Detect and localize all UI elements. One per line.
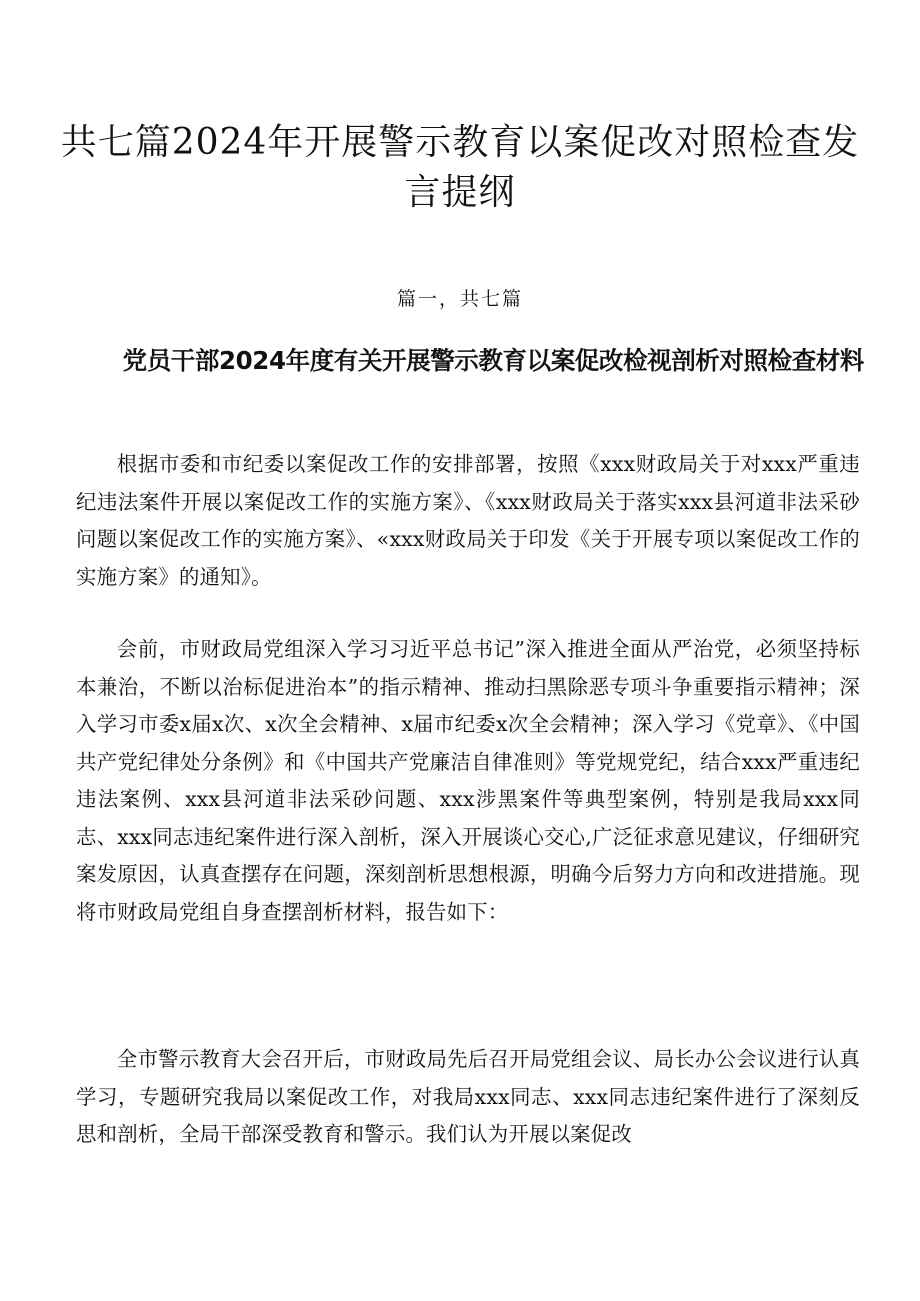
section-label: 篇一，共七篇 [396, 288, 523, 310]
body-paragraph-3: 全市警示教育大会召开后，市财政局先后召开局党组会议、局长办公会议进行认真学习，专题研究我局以案促改工作，对我局xxx同志、xxx同志违纪案件进行了深刻反思和剖析，全局干部深受教育和警示。我们认为开展以案促改 [76, 1047, 860, 1146]
body-paragraph-1: 根据市委和市纪委以案促改工作的安排部署，按照《xxx财政局关于对xxx严重违纪违法案件开展以案促改工作的实施方案》、《xxx财政局关于落实xxx县河道非法采砂问题以案促改工作的实施方案》、«xxx财政局关于印发《关于开展专项以案促改工作的实施方案》的通知》。 [76, 452, 860, 589]
document-title: 共七篇2024年开展警示教育以案促改对照检查发言提纲 [60, 122, 860, 213]
article-title: 党员干部2024年度有关开展警示教育以案促改检视剖析对照检查材料 [122, 346, 864, 375]
body-paragraph-2: 会前，市财政局党组深入学习习近平总书记”深入推进全面从严治党，必须坚持标本兼治，不断以治标促进治本”的指示精神、推动扫黑除恶专项斗争重要指示精神；深入学习市委x届x次、x次全会精神、x届市纪委x次全会精神；深入学习《党章》、《中国共产党纪律处分条例》和《中国共产党廉洁自律准则》等党规党纪，结合xxx严重违纪违法案例、xxx县河道非法采砂问题、xxx涉黑案件等典型案例，特别是我局xxx同志、xxx同志违纪案件进行深入剖析，深入开展谈心交心,广泛征求意见建议，仔细研究案发原因，认真查摆存在问题，深刻剖析思想根源，明确今后努力方向和改进措施。现将市财政局党组自身查摆剖析材料，报告如下： [76, 637, 860, 924]
